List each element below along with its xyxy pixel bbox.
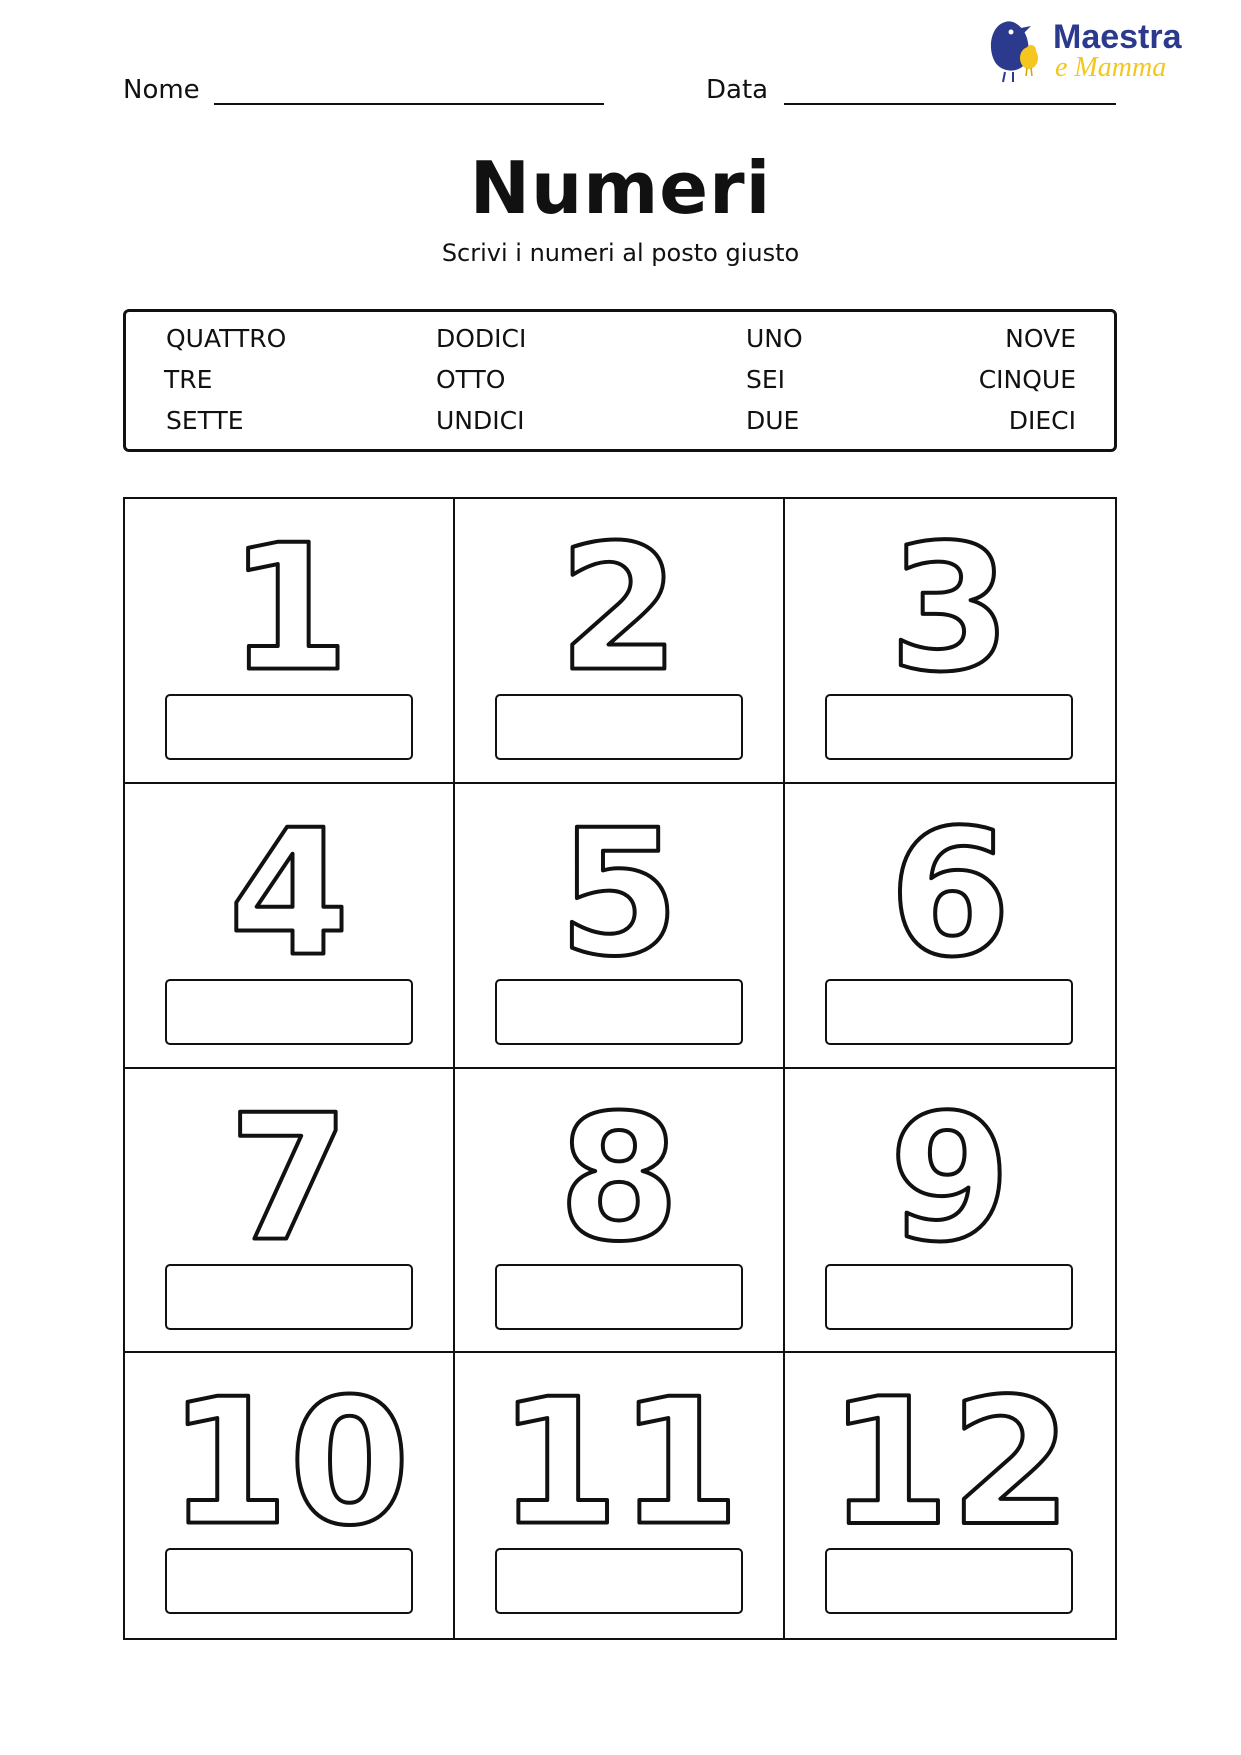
outlined-number [455,1069,783,1264]
svg-text:12: 12 [828,1362,1072,1549]
svg-text:5: 5 [558,793,680,979]
word-item: UNDICI [436,406,525,435]
word-item: UNO [746,324,803,353]
number-cell [125,1353,455,1638]
page-title: Numeri [469,146,772,230]
outlined-number [785,1353,1115,1548]
number-cell [785,1353,1115,1638]
number-grid [123,497,1117,1640]
name-label: Nome [123,75,200,105]
number-cell [785,499,1115,784]
answer-box[interactable] [825,1264,1073,1330]
answer-box[interactable] [495,979,743,1045]
number-cell [125,1069,455,1354]
answer-box[interactable] [165,979,413,1045]
bird-icon [991,21,1038,82]
svg-text:6: 6 [889,792,1011,979]
number-cell [125,499,455,784]
answer-box[interactable] [825,1548,1073,1614]
outlined-number [455,784,783,979]
svg-text:1: 1 [228,508,350,694]
number-cell [455,1069,785,1354]
word-item: SETTE [166,406,244,435]
svg-text:4: 4 [228,793,350,979]
word-item: DODICI [436,324,527,353]
word-item: NOVE [1005,324,1076,353]
svg-text:3: 3 [889,508,1011,694]
date-line[interactable] [784,103,1116,105]
answer-box[interactable] [495,694,743,760]
svg-text:7: 7 [228,1078,350,1264]
number-cell [785,784,1115,1069]
word-item: DIECI [1008,406,1076,435]
svg-text:9: 9 [889,1077,1011,1264]
answer-box[interactable] [825,979,1073,1045]
outlined-number [785,1069,1115,1264]
name-line[interactable] [214,103,604,105]
number-cell [455,1353,785,1638]
outlined-number [455,1353,783,1548]
svg-text:2: 2 [558,508,680,694]
answer-box[interactable] [165,1548,413,1614]
page-subtitle: Scrivi i numeri al posto giusto [441,239,800,267]
svg-text:8: 8 [558,1078,680,1264]
word-item: QUATTRO [166,324,287,353]
date-label: Data [706,75,769,105]
answer-box[interactable] [165,694,413,760]
word-item: OTTO [436,365,506,394]
logo-line1: Maestra [1053,18,1182,56]
word-item: TRE [164,365,213,394]
word-item: CINQUE [978,365,1076,394]
maestra-e-mamma-logo [985,12,1225,84]
number-cell [785,1069,1115,1354]
number-cell [125,784,455,1069]
svg-text:11: 11 [497,1362,741,1549]
answer-box[interactable] [165,1264,413,1330]
outlined-number [455,499,783,694]
outlined-number [125,784,453,979]
word-bank [123,309,1117,452]
logo-line2: e Mamma [1055,52,1167,83]
outlined-number [125,1069,453,1264]
outlined-number [125,1353,453,1548]
svg-text:10: 10 [167,1362,411,1549]
outlined-number [125,499,453,694]
word-item: DUE [746,406,800,435]
number-cell [455,499,785,784]
answer-box[interactable] [495,1264,743,1330]
number-cell [455,784,785,1069]
word-item: SEI [746,365,786,394]
answer-box[interactable] [825,694,1073,760]
outlined-number [785,499,1115,694]
answer-box[interactable] [495,1548,743,1614]
outlined-number [785,784,1115,979]
